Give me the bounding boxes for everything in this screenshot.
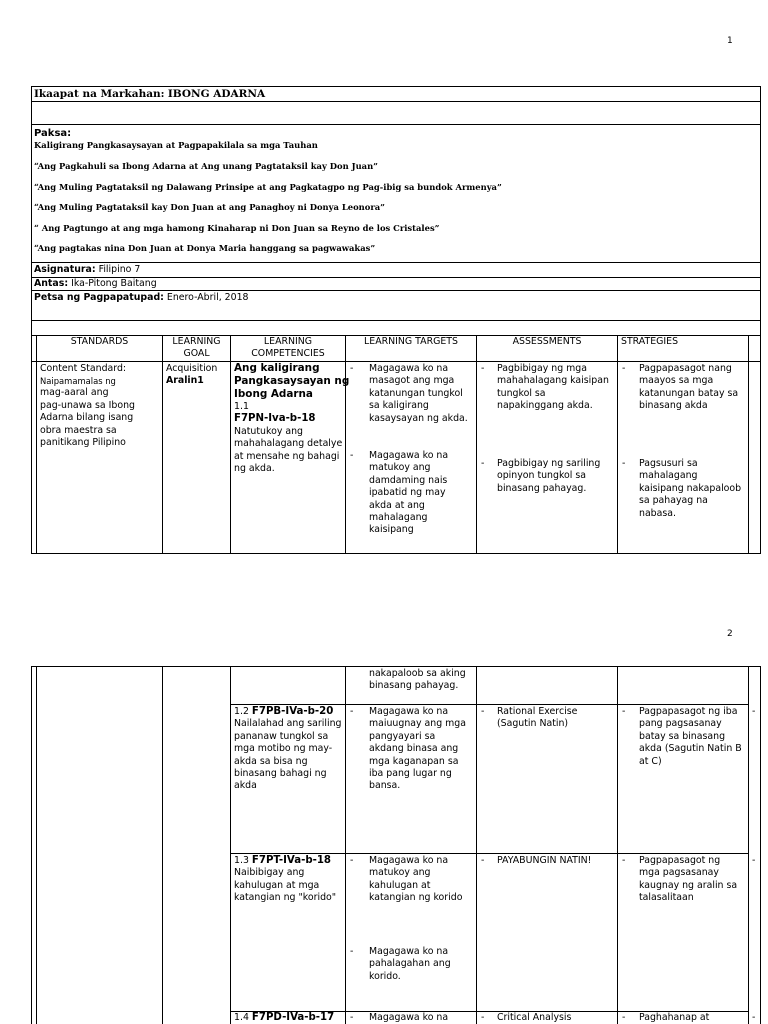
competency-line: kahulugan at mga <box>234 879 320 891</box>
petsa-label: Petsa ng Pagpapatupad: <box>34 292 164 303</box>
competency-heading <box>234 706 342 718</box>
column-line <box>36 666 37 1024</box>
target-line: akda at ang <box>369 499 425 511</box>
antas-value: Ika-Pitong Baitang <box>71 278 157 289</box>
antas-line <box>34 278 157 291</box>
column-line <box>617 335 618 554</box>
assessment-line: tungkol sa <box>497 387 546 399</box>
bullet-marker: - <box>481 706 485 717</box>
target-line: mga kaganapan sa <box>369 755 459 767</box>
paksa-item: “Ang pagtakas nina Don Juan at Donya Maria hanggang sa pagwawakas” <box>34 243 376 253</box>
competency-number: 1.4 <box>234 1012 249 1023</box>
paksa-item: “ Ang Pagtungo at ang mga hamong Kinaharap ni Don Juan sa Reyno de los Cristales” <box>34 223 440 233</box>
bullet-marker: - <box>350 450 354 461</box>
antas-label: Antas: <box>34 278 69 289</box>
column-line <box>162 666 163 1024</box>
strategy-line: maayos sa mga <box>639 375 714 387</box>
asignatura-label: Asignatura: <box>34 264 96 275</box>
competency-line: akda sa bisa ng <box>234 755 308 767</box>
divider <box>31 262 761 263</box>
assessment-line: napakinggang akda. <box>497 400 593 412</box>
assessment-item <box>497 706 577 731</box>
target-line: kahulugan at <box>369 879 431 891</box>
competency-line: at mensahe ng bahagi <box>234 450 340 462</box>
row-divider <box>230 704 749 705</box>
competency-title: Ang kaligirang <box>234 362 320 374</box>
bullet-marker: - <box>350 706 354 717</box>
header-goal-line: GOAL <box>183 348 210 359</box>
competency-heading <box>234 855 336 867</box>
standards-line: panitikang Pilipino <box>40 437 126 449</box>
target-line: Magagawa ko na <box>369 855 449 866</box>
bullet-marker: - <box>350 946 354 957</box>
strategy-line: mahalagang <box>639 470 698 482</box>
competency-line: mahahalagang detalye <box>234 438 343 450</box>
asignatura-line <box>34 264 140 277</box>
competency-code: F7PN-Iva-b-18 <box>234 413 316 425</box>
target-line: pangyayari sa <box>369 730 436 742</box>
header-goal-line: LEARNING <box>172 336 221 347</box>
target-line: matukoy ang <box>369 867 431 879</box>
paksa-item: Kaligirang Pangkasaysayan at Pagpapakilala sa mga Tauhan <box>34 140 318 150</box>
divider <box>31 101 761 102</box>
strategy-item <box>639 855 737 905</box>
competency-number: 1.2 <box>234 706 249 717</box>
header-competencies <box>231 336 345 360</box>
strategy-line: kaisipang nakapaloob <box>639 482 742 494</box>
assessment-line: binasang pahayag. <box>497 482 587 494</box>
competency-code: F7PD-IVa-b-17 <box>251 1012 335 1023</box>
target-line: sa kaligirang <box>369 400 429 412</box>
target-line: masagot ang mga <box>369 375 455 387</box>
target-line: bansa. <box>369 780 401 792</box>
assessment-line: Pagbibigay ng sariling <box>497 458 601 469</box>
standards-cell <box>40 363 135 449</box>
strategy-line: kaugnay ng aralin sa <box>639 879 738 891</box>
competency-line: mga motibo ng may- <box>234 743 333 755</box>
target-line: binasang pahayag. <box>369 680 459 692</box>
target-line: katangian ng korido <box>369 892 463 904</box>
bullet-marker: - <box>752 706 756 717</box>
competency-cell <box>234 706 342 793</box>
strategy-line: Pagpapasagot nang <box>639 363 732 374</box>
row-divider <box>230 853 749 854</box>
goal-line: Acquisition <box>166 363 218 374</box>
column-line <box>162 335 163 554</box>
paksa-item: “Ang Muling Pagtataksil kay Don Juan at ang Panaghoy ni Donya Leonora” <box>34 202 385 212</box>
competency-line: Natutukoy ang <box>234 425 303 437</box>
bullet-marker: - <box>350 855 354 866</box>
divider <box>31 290 761 291</box>
bullet-marker: - <box>622 706 626 717</box>
header-assessments: ASSESSMENTS <box>512 336 582 347</box>
assessment-line: Critical Analysis <box>497 1012 572 1023</box>
strategy-line: batay sa binasang <box>639 730 726 742</box>
target-line: matukoy ang <box>369 462 431 474</box>
competency-line: ng akda. <box>234 463 275 475</box>
header-bottom <box>31 361 761 362</box>
bullet-marker: - <box>481 1012 485 1023</box>
strategy-line: Pagpapasagot ng <box>639 855 721 866</box>
goal-cell <box>166 363 217 388</box>
assessment-line: mahahalagang kaisipan <box>497 375 609 387</box>
target-line: Magagawa ko na <box>369 706 449 717</box>
strategy-line: Pagsusuri sa <box>639 458 698 469</box>
strategy-line: mga pagsasanay <box>639 867 719 879</box>
table-top <box>31 666 761 667</box>
header-comp-line: LEARNING <box>263 336 313 347</box>
target-line: katanungan tungkol <box>369 387 463 399</box>
paksa-label: Paksa: <box>34 128 72 139</box>
markahan-label: Ikaapat na Markahan: <box>34 88 165 100</box>
header-targets: LEARNING TARGETS <box>364 336 458 347</box>
strategy-line: nabasa. <box>639 507 676 519</box>
strategy-item <box>639 706 742 768</box>
strategy-item <box>639 363 738 413</box>
competency-title: Pangkasaysayan ng <box>234 375 350 387</box>
paksa-item: “Ang Muling Pagtataksil ng Dalawang Prinsipe at ang Pagkatagpo ng Pag-ibig sa bundok Armenya” <box>34 182 502 192</box>
header-comp-line: COMPETENCIES <box>251 348 325 359</box>
bullet-marker: - <box>350 1012 354 1023</box>
target-line: kaisipang <box>369 524 414 536</box>
petsa-line <box>34 292 249 305</box>
petsa-value: Enero-Abril, 2018 <box>166 292 249 303</box>
header-goal <box>163 336 230 360</box>
strategy-line: at C) <box>639 755 662 767</box>
column-line <box>748 335 749 554</box>
strategy-item <box>639 458 741 520</box>
page-number: 1 <box>727 36 733 46</box>
header-standards: STANDARDS <box>70 336 129 347</box>
bullet-marker: - <box>622 855 626 866</box>
assessment-line: PAYABUNGIN NATIN! <box>497 855 592 866</box>
competency-number: 1.1 <box>234 401 249 412</box>
target-line: korido. <box>369 970 401 982</box>
asignatura-value: Filipino 7 <box>98 264 141 275</box>
target-line: Magagawa ko na <box>369 450 449 461</box>
paksa-item: “Ang Pagkahuli sa Ibong Adarna at Ang unang Pagtataksil kay Don Juan” <box>34 161 378 171</box>
target-line: Magagawa ko na <box>369 1012 449 1023</box>
strategy-line: Pagpapasagot ng iba <box>639 706 738 717</box>
bullet-marker: - <box>752 855 756 866</box>
column-line <box>36 335 37 554</box>
competency-heading <box>234 1012 334 1024</box>
bullet-marker: - <box>622 1012 626 1023</box>
competency-line: pananaw tungkol sa <box>234 730 329 742</box>
bullet-marker: - <box>481 458 485 469</box>
bullet-marker: - <box>752 1012 756 1023</box>
standards-line: obra maestra sa <box>40 424 117 436</box>
target-line: kasaysayan ng akda. <box>369 412 468 424</box>
assessment-line: (Sagutin Natin) <box>497 718 569 730</box>
competency-cell <box>234 362 349 475</box>
assessment-line: opinyon tungkol sa <box>497 470 586 482</box>
competency-line: Naibibigay ang <box>234 867 305 879</box>
strategy-line: sa pahayag na <box>639 495 708 507</box>
competency-code: F7PB-IVa-b-20 <box>251 706 334 717</box>
competency-code: F7PT-IVa-b-18 <box>251 855 332 866</box>
target-line: mahalagang <box>369 512 428 524</box>
target-item <box>369 450 448 537</box>
strategy-line: talasalitaan <box>639 892 694 904</box>
markahan-line <box>34 88 265 101</box>
strategy-line: pang pagsasanay <box>639 718 722 730</box>
target-line: damdaming nais <box>369 474 448 486</box>
standards-line: mag-aaral ang <box>40 387 109 399</box>
target-continuation <box>369 668 466 693</box>
target-line: Magagawa ko na <box>369 946 449 957</box>
column-line <box>760 666 761 1024</box>
target-item <box>369 855 462 905</box>
assessment-item <box>497 458 600 495</box>
standards-line: Naipamamalas ng <box>40 376 116 387</box>
markahan-value: IBONG ADARNA <box>167 88 266 100</box>
assessment-line: Pagbibigay ng mga <box>497 363 587 374</box>
column-line <box>345 666 346 1024</box>
target-line: Magagawa ko na <box>369 363 449 374</box>
standards-line: Adarna bilang isang <box>40 412 134 424</box>
strategy-line: binasang akda <box>639 400 708 412</box>
column-line <box>230 666 231 1024</box>
target-line: pahalagahan ang <box>369 958 451 970</box>
target-line: ipabatid ng may <box>369 487 446 499</box>
divider <box>31 124 761 125</box>
standards-title: Content Standard: <box>40 363 127 374</box>
competency-title: Ibong Adarna <box>234 388 313 400</box>
target-line: akdang binasa ang <box>369 743 459 755</box>
competency-line: Nailalahad ang sariling <box>234 718 342 730</box>
column-line <box>230 335 231 554</box>
target-line: iba pang lugar ng <box>369 768 452 780</box>
assessment-item <box>497 363 609 413</box>
bullet-marker: - <box>350 363 354 374</box>
strategy-line: akda (Sagutin Natin B <box>639 743 742 755</box>
page-number: 2 <box>727 629 733 639</box>
target-item <box>369 706 466 793</box>
competency-number: 1.3 <box>234 855 249 866</box>
column-line <box>617 666 618 1024</box>
goal-line: Aralin1 <box>166 375 204 387</box>
standards-line: pag-unawa sa Ibong <box>40 399 136 411</box>
bullet-marker: - <box>481 363 485 374</box>
target-item <box>369 363 468 425</box>
assessment-item <box>497 855 591 867</box>
competency-cell <box>234 855 336 905</box>
strategy-line: katanungan batay sa <box>639 387 739 399</box>
assessment-line: Rational Exercise <box>497 706 578 717</box>
competency-line: katangian ng "korido" <box>234 892 337 904</box>
competency-line: akda <box>234 780 257 792</box>
column-line <box>476 335 477 554</box>
target-item <box>369 946 451 983</box>
column-line <box>476 666 477 1024</box>
strategy-line: Paghahanap at <box>639 1012 710 1023</box>
target-line: maiuugnay ang mga <box>369 718 466 730</box>
competency-line: binasang bahagi ng <box>234 768 327 780</box>
bullet-marker: - <box>622 363 626 374</box>
divider <box>31 320 761 321</box>
bullet-marker: - <box>622 458 626 469</box>
header-strategies: STRATEGIES <box>621 336 679 347</box>
column-line <box>31 666 32 1024</box>
column-line <box>748 666 749 1024</box>
target-line: nakapaloob sa aking <box>369 668 466 679</box>
bullet-marker: - <box>481 855 485 866</box>
